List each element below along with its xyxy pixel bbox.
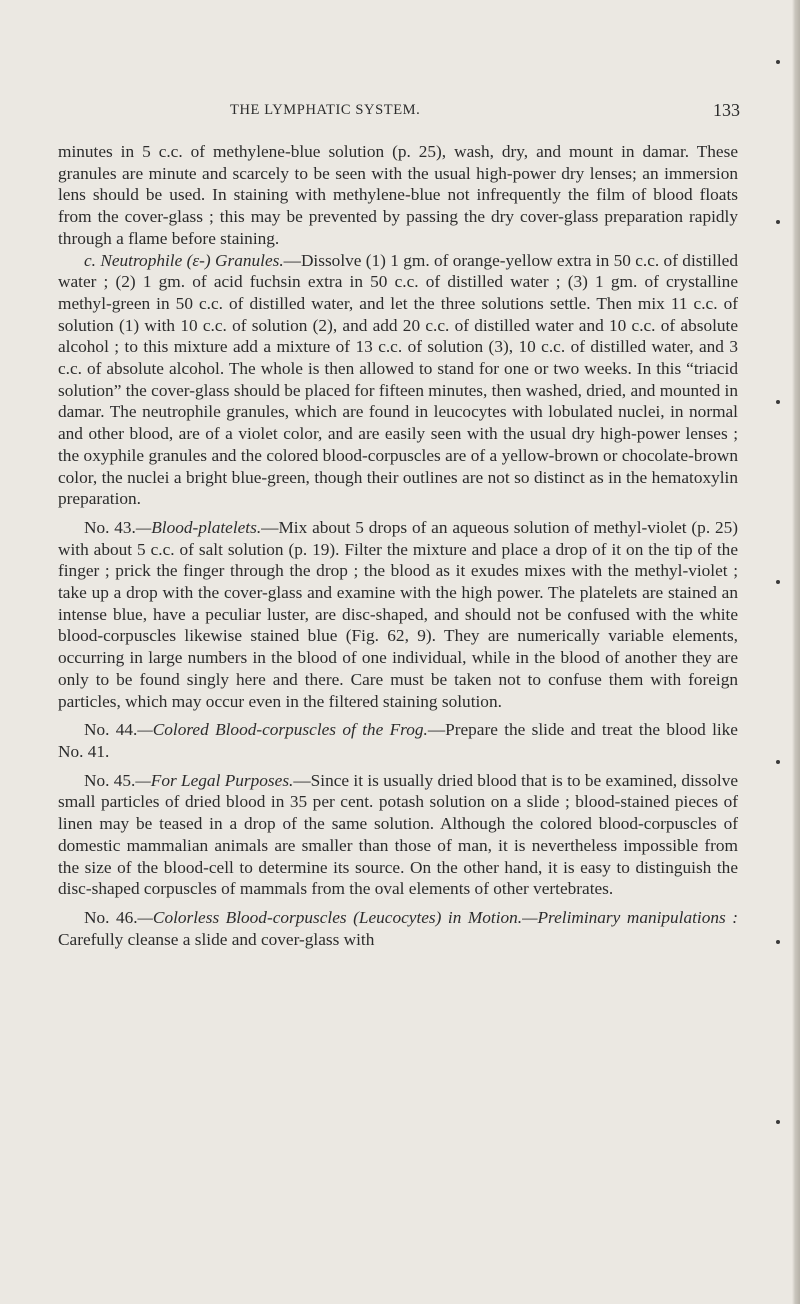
paragraph-neutrophile-granules bbox=[58, 250, 738, 510]
binding-speck bbox=[776, 940, 780, 944]
paragraph-text-legal-purposes: —Since it is usually dried blood that is to be examined, dissolve small particles of dried blood in 35 per cent. potash solution on a slide ; blood-stained pieces of linen may be teased in a drop of the same solution. Although the colored blood-corpuscles of domestic mammalian animals are smaller than those of man, it is nevertheless impossible from the size of the blood-cell to determine its source. On the other hand, it is easy to distinguish the disc-shaped corpuscles of mammals from the oval elements of other vertebrates. bbox=[58, 770, 739, 899]
page-edge-shadow bbox=[792, 0, 800, 1304]
running-head: THE LYMPHATIC SYSTEM. bbox=[230, 102, 421, 118]
paragraph-methylene-blue: minutes in 5 c.c. of methylene-blue solution (p. 25), wash, dry, and mount in damar. These granules are minute and scarcely to be seen with the usual high-power dry lenses; an immersion lens should be used. In staining with methylene-blue not infrequently the film of blood floats from the cover-glass ; this may be prevented by passing the dry cover-glass preparation rapidly through a flame before staining. bbox=[58, 142, 738, 248]
binding-speck bbox=[776, 760, 780, 764]
page-header bbox=[60, 102, 752, 126]
item-number-45: No. 45. bbox=[84, 770, 136, 790]
paragraph-text-leucocytes: Carefully cleanse a slide and cover-glass with bbox=[58, 929, 375, 949]
section-label-legal-purposes: —For Legal Purposes. bbox=[135, 770, 294, 790]
section-label-blood-platelets: —Blood-platelets. bbox=[135, 517, 262, 537]
section-label-frog-corpuscles: —Colored Blood-corpuscles of the Frog. bbox=[137, 720, 428, 740]
paragraph-no-45 bbox=[58, 770, 738, 900]
paragraph-no-46 bbox=[58, 907, 738, 950]
binding-speck bbox=[776, 1120, 780, 1124]
paragraph-no-43 bbox=[58, 517, 738, 712]
body-text bbox=[58, 141, 738, 950]
section-label-colorless-c: ) in Motion.—Preliminary manipulations : bbox=[435, 907, 738, 927]
binding-marks bbox=[776, 40, 780, 1240]
binding-speck bbox=[776, 220, 780, 224]
item-number-43: No. 43. bbox=[84, 517, 136, 537]
binding-speck bbox=[776, 580, 780, 584]
section-label-leucocytes: Leucocytes bbox=[358, 907, 436, 927]
paragraph-text-frog-corpuscles: —Prepare the slide and treat the blood like No. 41. bbox=[58, 720, 738, 761]
paragraph-text-blood-platelets: —Mix about 5 drops of an aqueous solution of methyl-violet (p. 25) with about 5 c.c. of salt solution (p. 19). Filter the mixture and place a drop of it on the tip of the finger ; prick the finger through the drop ; the blood as it exudes mixes with the methyl-violet ; take up a drop with the cover-glass and examine with the high power. The platelets are stained an intense blue, have a peculiar luster, are disc-shaped, and should not be confused with the white blood-corpuscles likewise stained blue (Fig. 62, 9). They are numerically variable elements, occurring in large numbers in the blood of one individual, while in the blood of another they are only to be found singly here and there. Care must be taken not to confuse them with foreign particles, which may occur even in the filtered staining solution. bbox=[58, 517, 738, 711]
item-number-44: No. 44. bbox=[84, 720, 138, 740]
item-number-46: No. 46. bbox=[84, 907, 138, 927]
page-number: 133 bbox=[713, 100, 740, 120]
section-label-colorless-a: —Colorless Blood-corpuscles ( bbox=[137, 907, 359, 927]
paragraph-text-neutrophile: —Dissolve (1) 1 gm. of orange-yellow extra in 50 c.c. of distilled water ; (2) 1 gm. of acid fuchsin extra in 50 c.c. of distilled water ; (3) 1 gm. of crystalline methyl-green in 50 c.c. of distilled water, and let the three solutions settle. Then mix 11 c.c. of solution (1) with 10 c.c. of solution (2), and add 20 c.c. of distilled water and 10 c.c. of absolute alcohol ; to this mixture add a mixture of 13 c.c. of solution (3), 10 c.c. of distilled water, and 3 c.c. of absolute alcohol. The whole is then allowed to stand for one or two weeks. In this “triacid solution” the cover-glass should be placed for fifteen minutes, then washed, dried, and mounted in damar. The neutrophile granules, which are found in leucocytes with lobulated nuclei, in normal and other blood, are of a violet color, and are easily seen with the usual dry high-power lenses ; the oxyphile granules and the colored blood-corpuscles are of a yellow-brown or chocolate-brown color, the nuclei a bright blue-green, though their outlines are not so distinct as in the hematoxylin preparation. bbox=[58, 250, 738, 509]
binding-speck bbox=[776, 60, 780, 64]
binding-speck bbox=[776, 400, 780, 404]
paragraph-no-44 bbox=[58, 719, 738, 762]
section-label-neutrophile: c. Neutrophile (ε-) Granules. bbox=[84, 250, 284, 270]
